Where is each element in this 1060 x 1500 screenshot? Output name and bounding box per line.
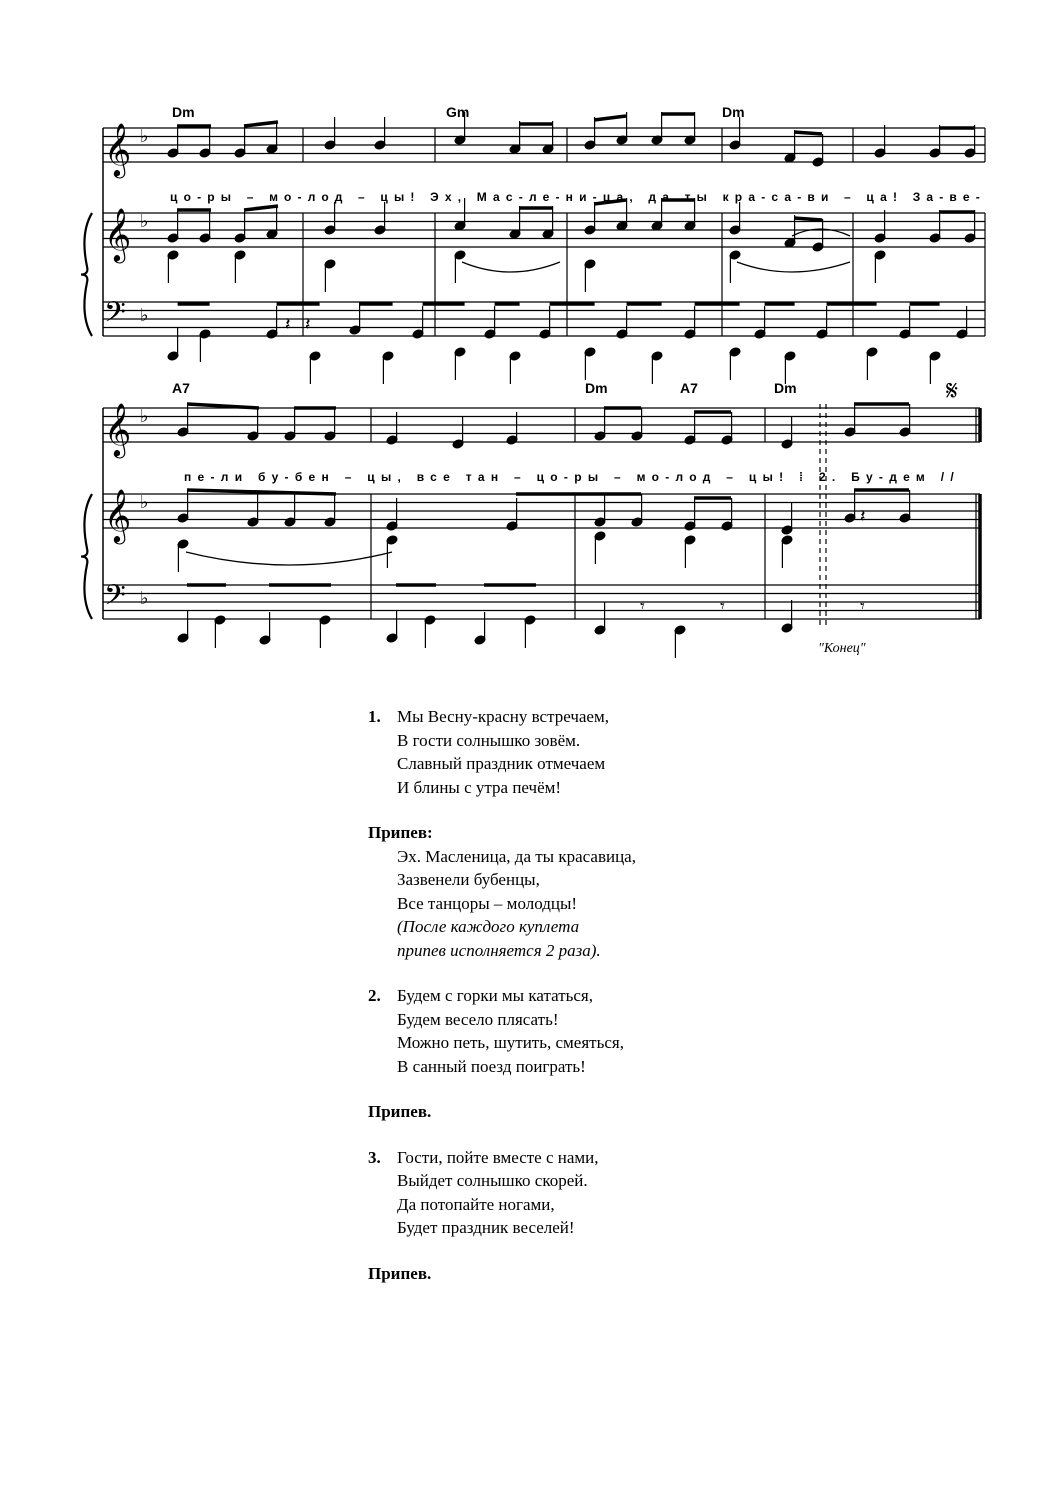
bass-clef-icon: 𝄢 [104,579,126,619]
verses-text [368,705,888,1307]
verse-line: Эх. Масленица, да ты красавица, [397,846,636,866]
verse-line: 1. Мы Весну-красну встречаем, [368,705,888,729]
flat-key-signature: ♭ [140,211,149,232]
rest-symbol: 𝄾 [860,596,865,617]
verse-line: Будет праздник веселей! [397,1218,575,1237]
ending-mark: "Конец" [818,641,866,656]
verse-number: 1. [368,707,381,726]
verse-line: Можно петь, шутить, смеяться, [397,1033,624,1052]
verse-line: Выйдет солнышко скорей. [397,1171,588,1190]
rest-symbol: 𝄽 [305,314,311,335]
chorus-label: Припев. [368,1263,432,1283]
chorus-block [368,1100,888,1124]
lyrics-line: пе-ли бу-бен – цы, все тан – цо-ры – мо-лод – цы! ⁞ 2. Бу-дем // [184,470,954,484]
verse-1 [368,705,888,799]
chord-symbol: Dm [172,104,195,120]
verse-line: В гости солнышко зовём. [397,730,581,750]
verse-3 [368,1146,888,1240]
rest-symbol: 𝄽 [860,506,866,527]
chord-symbol: Dm [774,380,797,396]
flat-key-signature: ♭ [140,492,149,513]
lyrics-line: цо-ры – мо-лод – цы! Эх, Мас-ле-ни-ца, да ты кра-са-ви – ца! За-ве- [170,190,981,204]
verse-line: В санный поезд поиграть! [397,1056,586,1076]
sheet-music [0,0,1060,680]
verse-line: (После каждого куплета [397,917,580,936]
note-beam [594,116,626,120]
verse-line: И блины с утра печём! [397,777,562,797]
rest-symbol: 𝄾 [720,596,725,617]
chord-symbol: Dm [585,380,608,396]
tie-curve [186,552,392,565]
grand-staff-brace [81,494,92,619]
verse-line: 3. Гости, пойте вместе с нами, [368,1146,888,1170]
treble-clef-icon: 𝄞 [104,488,132,542]
verse-line: припев исполняется 2 раза). [397,940,601,960]
chord-symbol: Dm [722,104,745,120]
chorus-block [368,1262,888,1286]
verse-line: Будем весело плясать! [397,1009,559,1029]
tie-curve [462,262,560,272]
flat-key-signature: ♭ [140,406,149,427]
verse-line: Славный праздник отмечаем [397,754,606,773]
treble-clef-icon: 𝄞 [104,122,132,176]
chord-symbol: A7 [172,380,190,396]
chorus-label: Припев. [368,1102,432,1121]
chorus-label: Припев: [368,823,433,842]
note-beam [244,122,278,126]
verse-line: Все танцоры – молодцы! [397,893,578,913]
verse-line: Зазвенели бубенцы, [397,870,540,889]
flat-key-signature: ♭ [140,305,149,326]
note-beam [794,132,822,134]
verse-line: 2. Будем с горки мы кататься, [368,984,888,1008]
treble-clef-icon: 𝄞 [104,207,132,261]
grand-staff-brace [81,213,92,336]
note-beam [244,206,278,210]
note-beam [794,218,822,220]
flat-key-signature: ♭ [140,588,149,609]
verse-line: Да потопайте ногами, [397,1194,555,1214]
verse-2 [368,984,888,1078]
verse-number: 2. [368,986,381,1005]
chord-symbol: Gm [446,104,470,120]
treble-clef-icon: 𝄞 [104,402,132,456]
verse-number: 3. [368,1147,381,1167]
rest-symbol: 𝄽 [285,314,291,335]
rest-symbol: 𝄾 [640,596,645,617]
chord-symbol: A7 [680,380,698,396]
tie-curve [737,262,850,272]
chorus-block [368,821,888,962]
bass-clef-icon: 𝄢 [104,296,126,336]
flat-key-signature: ♭ [140,126,149,147]
segno-sign: 𝄋 [946,374,959,407]
